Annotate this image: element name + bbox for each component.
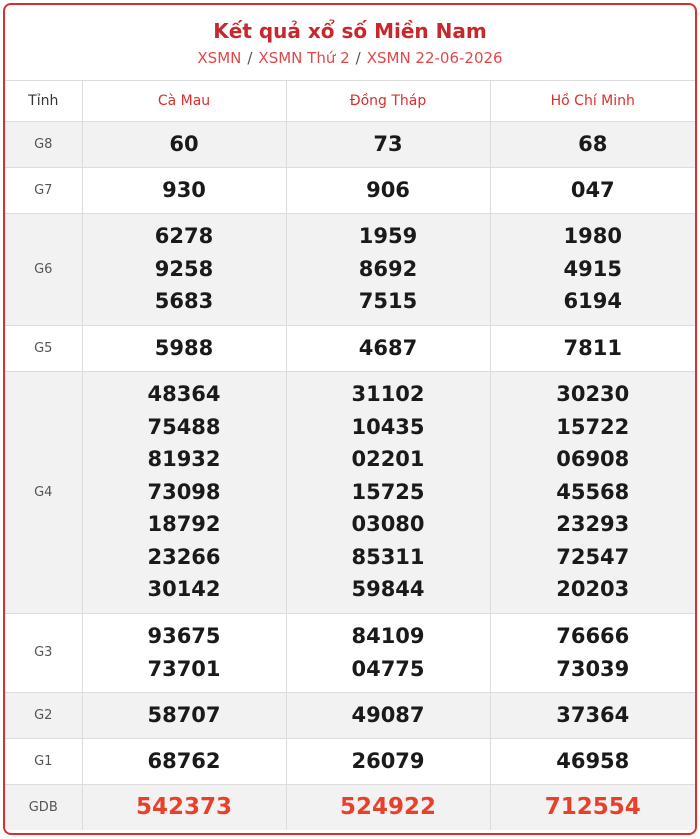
result-number: 8692 bbox=[358, 256, 418, 281]
result-number: 4915 bbox=[563, 256, 622, 281]
result-number: 31102 bbox=[351, 381, 425, 406]
result-number: 68 bbox=[578, 131, 608, 156]
result-cell-ho-chi-minh bbox=[490, 213, 695, 325]
result-cell-ca-mau bbox=[82, 784, 286, 830]
result-cell-dong-thap bbox=[286, 213, 490, 325]
prize-row-g7 bbox=[5, 167, 695, 213]
prize-label: G1 bbox=[5, 738, 82, 784]
result-number: 60 bbox=[169, 131, 199, 156]
result-number: 930 bbox=[162, 177, 206, 202]
result-number: 73701 bbox=[147, 656, 221, 681]
result-cell-ca-mau bbox=[82, 213, 286, 325]
prize-label: GDB bbox=[5, 784, 82, 830]
result-number: 6194 bbox=[563, 289, 622, 314]
result-number: 72547 bbox=[556, 544, 630, 569]
result-number: 7811 bbox=[563, 335, 622, 360]
breadcrumb-date-link[interactable]: XSMN 22-06-2026 bbox=[366, 49, 503, 67]
result-number: 58707 bbox=[147, 702, 221, 727]
result-number: 02201 bbox=[351, 447, 425, 472]
page-title: Kết quả xổ số Miền Nam bbox=[213, 19, 487, 43]
result-cell-ca-mau bbox=[82, 325, 286, 371]
result-number: 047 bbox=[570, 177, 615, 202]
breadcrumb-xsmn-link[interactable]: XSMN bbox=[197, 49, 242, 67]
result-number: 03080 bbox=[351, 512, 425, 537]
result-number: 46958 bbox=[556, 748, 630, 773]
result-cell-dong-thap bbox=[286, 371, 490, 613]
result-cell-ca-mau bbox=[82, 738, 286, 784]
prize-label: G8 bbox=[5, 121, 82, 167]
result-number: 6278 bbox=[154, 224, 214, 249]
result-number: 10435 bbox=[351, 414, 425, 439]
breadcrumb-separator: / bbox=[355, 49, 361, 67]
result-cell-dong-thap bbox=[286, 121, 490, 167]
result-number: 75488 bbox=[147, 414, 221, 439]
column-header-dong-thap[interactable]: Đồng Tháp bbox=[286, 81, 490, 121]
prize-row-g4 bbox=[5, 371, 695, 613]
result-cell-ca-mau bbox=[82, 692, 286, 738]
special-prize-number: 524922 bbox=[339, 793, 437, 820]
prize-row-g3 bbox=[5, 613, 695, 692]
results-header bbox=[5, 5, 695, 81]
column-header-ho-chi-minh[interactable]: Hồ Chí Minh bbox=[490, 81, 695, 121]
result-number: 30230 bbox=[556, 381, 630, 406]
result-cell-ho-chi-minh bbox=[490, 692, 695, 738]
result-number: 49087 bbox=[351, 702, 425, 727]
table-header-row bbox=[5, 81, 695, 121]
prize-label: G3 bbox=[5, 613, 82, 692]
prize-label: G4 bbox=[5, 371, 82, 613]
result-cell-ho-chi-minh bbox=[490, 738, 695, 784]
result-number: 23293 bbox=[556, 512, 630, 537]
result-cell-dong-thap bbox=[286, 613, 490, 692]
result-number: 06908 bbox=[556, 447, 630, 472]
result-number: 04775 bbox=[351, 656, 425, 681]
results-table bbox=[5, 81, 695, 830]
result-number: 30142 bbox=[147, 577, 221, 602]
breadcrumb-weekday-link[interactable]: XSMN Thứ 2 bbox=[258, 49, 350, 67]
result-number: 48364 bbox=[147, 381, 221, 406]
result-number: 37364 bbox=[556, 702, 630, 727]
result-number: 23266 bbox=[147, 544, 221, 569]
result-number: 45568 bbox=[556, 479, 630, 504]
prize-row-g6 bbox=[5, 213, 695, 325]
result-cell-ca-mau bbox=[82, 167, 286, 213]
result-number: 76666 bbox=[556, 623, 630, 648]
result-number: 5988 bbox=[154, 335, 214, 360]
result-number: 1980 bbox=[563, 224, 622, 249]
result-cell-ho-chi-minh bbox=[490, 167, 695, 213]
result-number: 1959 bbox=[358, 224, 418, 249]
breadcrumb bbox=[5, 49, 695, 67]
result-cell-ho-chi-minh bbox=[490, 325, 695, 371]
column-header-ca-mau[interactable]: Cà Mau bbox=[82, 81, 286, 121]
prize-row-special bbox=[5, 784, 695, 830]
prize-label: G2 bbox=[5, 692, 82, 738]
result-cell-dong-thap bbox=[286, 692, 490, 738]
prize-row-g2 bbox=[5, 692, 695, 738]
prize-label: G7 bbox=[5, 167, 82, 213]
prize-row-g1 bbox=[5, 738, 695, 784]
result-cell-ca-mau bbox=[82, 121, 286, 167]
result-number: 5683 bbox=[154, 289, 214, 314]
prize-row-g5 bbox=[5, 325, 695, 371]
result-number: 85311 bbox=[351, 544, 425, 569]
result-number: 81932 bbox=[147, 447, 221, 472]
special-prize-number: 712554 bbox=[544, 793, 641, 820]
result-cell-dong-thap bbox=[286, 738, 490, 784]
result-cell-ho-chi-minh bbox=[490, 613, 695, 692]
result-number: 20203 bbox=[556, 577, 630, 602]
result-number: 15725 bbox=[351, 479, 425, 504]
result-number: 26079 bbox=[351, 748, 425, 773]
result-cell-dong-thap bbox=[286, 325, 490, 371]
result-cell-dong-thap bbox=[286, 784, 490, 830]
breadcrumb-separator: / bbox=[247, 49, 253, 67]
result-number: 68762 bbox=[147, 748, 221, 773]
result-number: 84109 bbox=[351, 623, 425, 648]
result-number: 18792 bbox=[147, 512, 221, 537]
result-number: 7515 bbox=[358, 289, 418, 314]
result-cell-dong-thap bbox=[286, 167, 490, 213]
result-cell-ca-mau bbox=[82, 371, 286, 613]
prize-label: G6 bbox=[5, 213, 82, 325]
prize-row-g8 bbox=[5, 121, 695, 167]
result-number: 9258 bbox=[154, 256, 214, 281]
result-number: 59844 bbox=[351, 577, 425, 602]
prize-label: G5 bbox=[5, 325, 82, 371]
special-prize-number: 542373 bbox=[135, 793, 233, 820]
result-number: 15722 bbox=[556, 414, 630, 439]
results-card bbox=[3, 3, 697, 835]
column-header-province-label: Tỉnh bbox=[5, 81, 82, 121]
result-number: 73098 bbox=[147, 479, 221, 504]
result-cell-ho-chi-minh bbox=[490, 784, 695, 830]
result-number: 73039 bbox=[556, 656, 630, 681]
result-cell-ho-chi-minh bbox=[490, 121, 695, 167]
result-number: 73 bbox=[373, 131, 403, 156]
result-number: 906 bbox=[366, 177, 410, 202]
result-cell-ca-mau bbox=[82, 613, 286, 692]
result-number: 4687 bbox=[358, 335, 418, 360]
result-number: 93675 bbox=[147, 623, 221, 648]
result-cell-ho-chi-minh bbox=[490, 371, 695, 613]
